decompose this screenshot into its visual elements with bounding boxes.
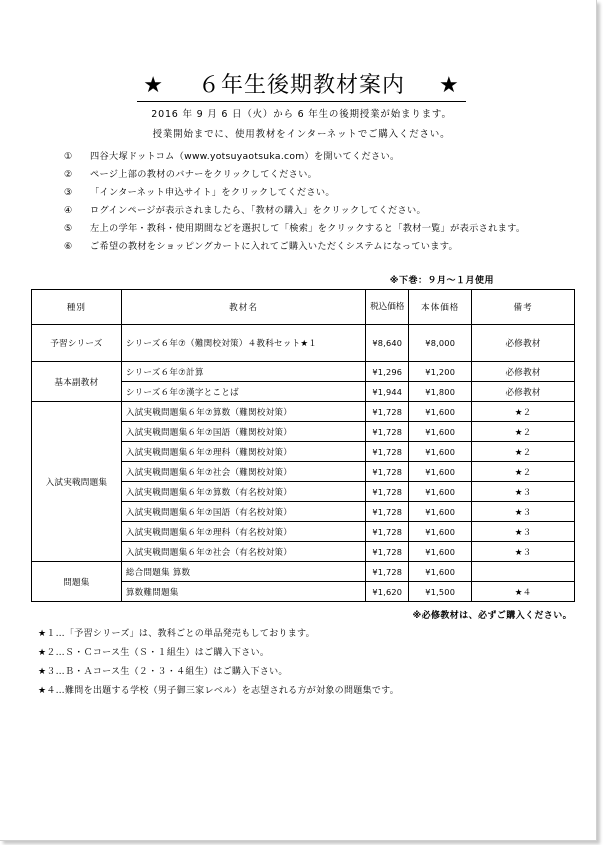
- tax-in-price: ¥1,296: [366, 362, 409, 382]
- note-cell: ★３: [472, 542, 575, 562]
- header-note: 備考: [472, 290, 575, 325]
- step-number: ⑥: [64, 241, 73, 252]
- item-name: 入試実戦問題集６年⑦理科（難関校対策）: [121, 442, 365, 462]
- note-cell: ★３: [472, 482, 575, 502]
- item-name: 入試実戦問題集６年⑦国語（有名校対策）: [121, 502, 365, 522]
- note-cell: ★２: [472, 442, 575, 462]
- step-number: ④: [64, 205, 73, 216]
- item-name: 入試実戦問題集６年⑦国語（難関校対策）: [121, 422, 365, 442]
- materials-table: [31, 289, 575, 602]
- note-cell: ★４: [472, 582, 575, 602]
- step-2: [64, 166, 525, 184]
- base-price: ¥1,600: [409, 502, 472, 522]
- base-price: ¥1,500: [409, 582, 472, 602]
- category-cell: 入試実戦問題集: [32, 402, 122, 562]
- tax-in-price: ¥1,728: [366, 522, 409, 542]
- item-name: 総合問題集 算数: [121, 562, 365, 582]
- note-cell: 必修教材: [472, 362, 575, 382]
- footnotes: [38, 625, 399, 701]
- tax-in-price: ¥1,728: [366, 502, 409, 522]
- step-3: [64, 184, 525, 202]
- note-cell: ★３: [472, 502, 575, 522]
- step-number: ②: [64, 169, 73, 180]
- intro-line-1: 2016 年 9 月 6 日（火）から 6 年生の後期授業が始まります。: [151, 109, 452, 120]
- step-text: ログインページが表示されましたら、「教材の購入」をクリックしてください。: [90, 205, 426, 216]
- header-tax-in: 税込価格: [366, 290, 409, 325]
- tax-in-price: ¥1,728: [366, 482, 409, 502]
- base-price: ¥1,600: [409, 462, 472, 482]
- tax-in-price: ¥1,728: [366, 542, 409, 562]
- item-name: 入試実戦問題集６年⑦算数（有名校対策）: [121, 482, 365, 502]
- page-title: [0, 68, 603, 102]
- table-row: [32, 562, 575, 582]
- note-cell: 必修教材: [472, 325, 575, 362]
- tax-in-price: ¥1,728: [366, 562, 409, 582]
- category-cell: 予習シリーズ: [32, 325, 122, 362]
- table-header-row: [32, 290, 575, 325]
- footnote-4: ★４…難問を出題する学校（男子御三家レベル）を志望される方が対象の問題集です。: [38, 686, 400, 696]
- item-name: 入試実戦問題集６年⑦算数（難関校対策）: [121, 402, 365, 422]
- tax-in-price: ¥1,728: [366, 442, 409, 462]
- base-price: ¥1,600: [409, 562, 472, 582]
- star-icon-left: ★: [143, 73, 164, 98]
- base-price: ¥1,600: [409, 442, 472, 462]
- header-base: 本体価格: [409, 290, 472, 325]
- base-price: ¥1,600: [409, 402, 472, 422]
- item-name: 入試実戦問題集６年⑦理科（有名校対策）: [121, 522, 365, 542]
- step-text: ご希望の教材をショッピングカートに入れてご購入いただくシステムになっています。: [90, 241, 458, 252]
- schedule-note: ※下巻：９月～１月使用: [389, 276, 494, 286]
- note-cell: ★２: [472, 462, 575, 482]
- step-text: 四谷大塚ドットコム（www.yotsuyaotsuka.com）を開いてください。: [90, 151, 400, 162]
- footnote-3: ★３…Ｂ・Ａコース生（２・３・４組生）はご購入下さい。: [38, 667, 288, 677]
- tax-in-price: ¥1,728: [366, 462, 409, 482]
- note-cell: [472, 562, 575, 582]
- step-text: 左上の学年・教科・使用期間などを選択して「検索」をクリックすると「教材一覧」が表示されます。: [90, 223, 526, 234]
- category-cell: 問題集: [32, 562, 122, 602]
- title-underline: [137, 68, 465, 102]
- base-price: ¥8,000: [409, 325, 472, 362]
- base-price: ¥1,800: [409, 382, 472, 402]
- step-number: ③: [64, 187, 73, 198]
- base-price: ¥1,600: [409, 542, 472, 562]
- footnote-2: ★２…Ｓ・Ｃコース生（Ｓ・１組生）はご購入下さい。: [38, 648, 270, 658]
- item-name: シリーズ６年⑦漢字とことば: [121, 382, 365, 402]
- step-1: [64, 148, 525, 166]
- intro-line-2: 授業開始までに、使用教材をインターネットでご購入ください。: [152, 129, 451, 140]
- tax-in-price: ¥1,620: [366, 582, 409, 602]
- note-cell: 必修教材: [472, 382, 575, 402]
- step-6: [64, 238, 525, 256]
- step-text: ページ上部の教材のバナーをクリックしてください。: [90, 169, 318, 180]
- step-number: ⑤: [64, 223, 73, 234]
- step-number: ①: [64, 151, 73, 162]
- base-price: ¥1,600: [409, 522, 472, 542]
- item-name: シリーズ６年⑦（難関校対策）４教科セット★１: [121, 325, 365, 362]
- item-name: 算数難問題集: [121, 582, 365, 602]
- table-row: [32, 362, 575, 382]
- header-category: 種別: [32, 290, 122, 325]
- note-cell: ★２: [472, 402, 575, 422]
- base-price: ¥1,600: [409, 422, 472, 442]
- required-note: ※必修教材は、必ずご購入ください。: [412, 611, 572, 621]
- tax-in-price: ¥1,944: [366, 382, 409, 402]
- item-name: 入試実戦問題集６年⑦社会（有名校対策）: [121, 542, 365, 562]
- instruction-steps: [64, 148, 525, 256]
- category-cell: 基本副教材: [32, 362, 122, 402]
- base-price: ¥1,200: [409, 362, 472, 382]
- item-name: 入試実戦問題集６年⑦社会（難関校対策）: [121, 462, 365, 482]
- table-row: [32, 402, 575, 422]
- title-text: ６年生後期教材案内: [197, 73, 405, 98]
- note-cell: ★２: [472, 422, 575, 442]
- item-name: シリーズ６年⑦計算: [121, 362, 365, 382]
- step-4: [64, 202, 525, 220]
- table-row: [32, 325, 575, 362]
- step-5: [64, 220, 525, 238]
- base-price: ¥1,600: [409, 482, 472, 502]
- tax-in-price: ¥1,728: [366, 402, 409, 422]
- footnote-1: ★１…「予習シリーズ」は、教科ごとの単品発売もしております。: [38, 629, 315, 639]
- header-name: 教材名: [121, 290, 365, 325]
- note-cell: ★３: [472, 522, 575, 542]
- tax-in-price: ¥8,640: [366, 325, 409, 362]
- step-text: 「インターネット申込サイト」をクリックしてください。: [90, 187, 335, 198]
- tax-in-price: ¥1,728: [366, 422, 409, 442]
- star-icon-right: ★: [439, 73, 460, 98]
